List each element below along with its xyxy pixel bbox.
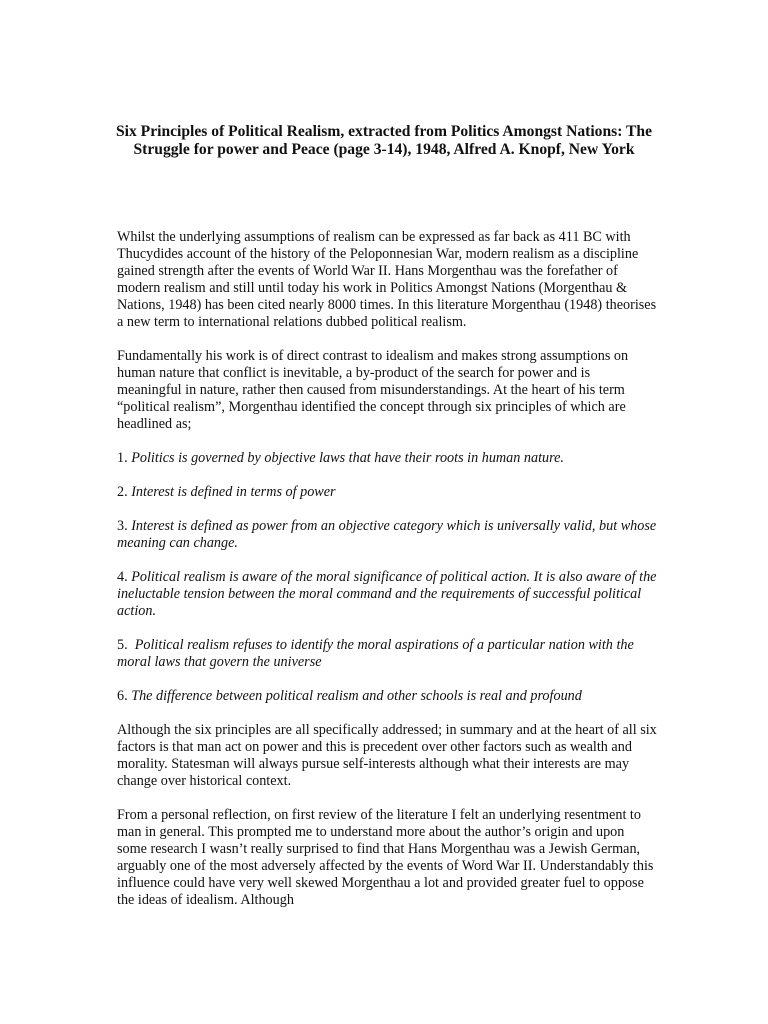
principle-text: Political realism is aware of the moral significance of political action. It is also aware of the ineluctable tension between the moral command and the requirements of successful political action.	[117, 569, 657, 619]
principle-item-6	[117, 688, 657, 705]
document-body	[117, 229, 657, 926]
principle-number: 2.	[117, 484, 128, 500]
principle-item-1	[117, 450, 657, 467]
principle-text: Interest is defined as power from an objective category which is universally valid, but whose meaning can change.	[117, 518, 657, 551]
paragraph-intro: Whilst the underlying assumptions of realism can be expressed as far back as 411 BC with Thucydides account of the history of the Peloponnesian War, modern realism as a discipline gained strength after the events of World War II. Hans Morgenthau was the forefather of modern realism and still until today his work in Politics Amongst Nations (Morgenthau & Nations, 1948) has been cited nearly 8000 times. In this literature Morgenthau (1948) theorises a new term to international relations dubbed political realism.	[117, 229, 657, 330]
document-title: Six Principles of Political Realism, extracted from Politics Amongst Nations: The Struggle for power and Peace (page 3-14), 1948, Alfred A. Knopf, New York	[115, 123, 653, 158]
principle-text: Political realism refuses to identify the moral aspirations of a particular nation with the moral laws that govern the universe	[117, 637, 634, 670]
principle-text: Politics is governed by objective laws that have their roots in human nature.	[131, 450, 564, 466]
principle-number: 1.	[117, 450, 128, 466]
principle-item-3	[117, 518, 657, 552]
principle-item-4	[117, 569, 657, 620]
paragraph-idealism-contrast: Fundamentally his work is of direct contrast to idealism and makes strong assumptions on human nature that conflict is inevitable, a by-product of the search for power and is meaningful in nature, rather then caused from misunderstandings. At the heart of his term “political realism”, Morgenthau identified the concept through six principles of which are headlined as;	[117, 348, 629, 432]
principle-text: Interest is defined in terms of power	[131, 484, 336, 500]
principle-number: 5.	[117, 637, 128, 653]
principle-text: The difference between political realism and other schools is real and profound	[131, 688, 582, 704]
principle-number: 6.	[117, 688, 128, 704]
principle-number: 3.	[117, 518, 128, 534]
principle-item-5	[117, 637, 657, 671]
principle-number: 4.	[117, 569, 128, 585]
principle-item-2	[117, 484, 657, 501]
paragraph-summary: Although the six principles are all specifically addressed; in summary and at the heart of all six factors is that man act on power and this is precedent over other factors such as wealth and morality. Statesman will always pursue self-interests although what their interests are may change over historical context.	[117, 722, 657, 789]
paragraph-personal-reflection: From a personal reflection, on first review of the literature I felt an underlying resentment to man in general. This prompted me to understand more about the author’s origin and upon some research I wasn’t really surprised to find that Hans Morgenthau was a Jewish German, arguably one of the most adversely affected by the events of Word War II. Understandably this influence could have very well skewed Morgenthau a lot and provided greater fuel to oppose the ideas of idealism. Although	[117, 807, 654, 908]
